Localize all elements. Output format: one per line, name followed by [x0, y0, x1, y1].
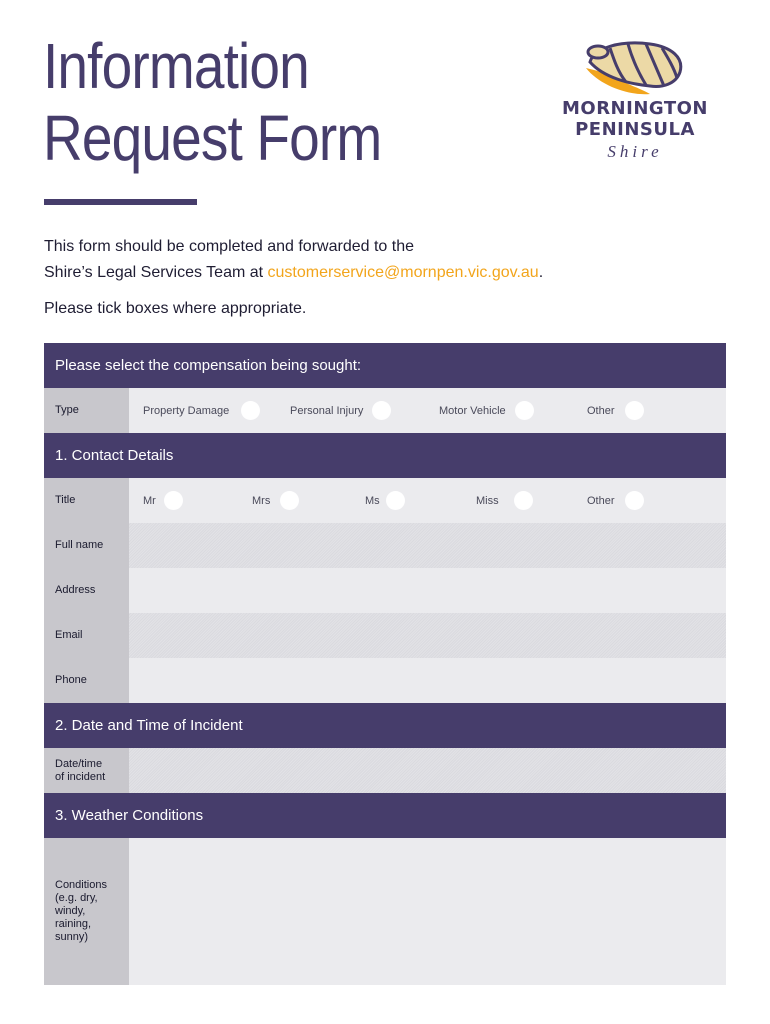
shire-logo: [540, 38, 730, 168]
title-label: Title: [44, 478, 129, 523]
logo-text-shire: Shire: [607, 142, 663, 161]
full-name-field[interactable]: [129, 523, 726, 568]
datetime-label-line-2: of incident: [55, 770, 106, 783]
email-link[interactable]: customerservice@mornpen.vic.gov.au: [267, 264, 539, 281]
page-title: [43, 30, 381, 174]
logo-text-mornington: MORNINGTON: [561, 98, 708, 119]
title-mr-checkbox[interactable]: [164, 491, 183, 510]
email-row: [44, 613, 726, 658]
logo-text-peninsula: PENINSULA: [575, 119, 695, 140]
title-other-checkbox[interactable]: [625, 491, 644, 510]
conditions-field[interactable]: [129, 838, 726, 985]
type-label: Type: [44, 388, 129, 433]
compensation-options: [129, 388, 726, 433]
datetime-row: [44, 748, 726, 793]
title-mr-label: Mr: [143, 494, 156, 507]
shell-icon: [580, 38, 690, 98]
option-property-damage-label: Property Damage: [143, 404, 230, 417]
datetime-label: [44, 748, 129, 793]
conditions-label-line-4: raining,: [55, 918, 92, 930]
conditions-label-line-3: windy,: [55, 905, 86, 917]
option-motor-vehicle-label: Motor Vehicle: [439, 404, 506, 417]
intro-text: [44, 234, 543, 286]
option-motor-vehicle-checkbox[interactable]: [515, 401, 534, 420]
address-row: [44, 568, 726, 613]
title-mrs-label: Mrs: [252, 494, 271, 507]
datetime-label-line-1: Date/time: [55, 757, 103, 770]
intro-line-2-prefix: Shire’s Legal Services Team at: [44, 264, 268, 281]
address-label: Address: [44, 568, 129, 613]
title-row: [44, 478, 726, 523]
conditions-row: [44, 838, 726, 985]
title-ms-checkbox[interactable]: [386, 491, 405, 510]
datetime-field[interactable]: [129, 748, 726, 793]
full-name-label: Full name: [44, 523, 129, 568]
title-mrs-checkbox[interactable]: [280, 491, 299, 510]
title-line-2: Request Form: [43, 102, 382, 174]
weather-heading: 3. Weather Conditions: [44, 793, 726, 838]
phone-row: [44, 658, 726, 703]
intro-line-1: This form should be completed and forwarded to the: [44, 238, 414, 255]
intro-line-2: [44, 260, 543, 286]
full-name-row: [44, 523, 726, 568]
title-other-label: Other: [587, 494, 615, 507]
phone-field[interactable]: [129, 658, 726, 703]
conditions-label: [44, 838, 129, 985]
title-ms-label: Ms: [365, 494, 380, 507]
option-other-checkbox[interactable]: [625, 401, 644, 420]
title-miss-checkbox[interactable]: [514, 491, 533, 510]
address-field[interactable]: [129, 568, 726, 613]
conditions-label-line-1: Conditions: [55, 879, 107, 891]
intro-line-2-suffix: .: [538, 264, 544, 281]
compensation-heading: Please select the compensation being sought:: [44, 343, 726, 388]
compensation-type-row: [44, 388, 726, 433]
tick-instruction: Please tick boxes where appropriate.: [44, 300, 307, 317]
title-miss-label: Miss: [476, 494, 499, 507]
option-property-damage-checkbox[interactable]: [241, 401, 260, 420]
phone-label: Phone: [44, 658, 129, 703]
conditions-label-line-5: sunny): [55, 931, 89, 943]
option-personal-injury-checkbox[interactable]: [372, 401, 391, 420]
contact-details-heading: 1. Contact Details: [44, 433, 726, 478]
email-label: Email: [44, 613, 129, 658]
incident-heading: 2. Date and Time of Incident: [44, 703, 726, 748]
email-field[interactable]: [129, 613, 726, 658]
option-personal-injury-label: Personal Injury: [290, 404, 364, 417]
conditions-label-line-2: (e.g. dry,: [55, 892, 98, 904]
request-form: [44, 343, 726, 985]
title-underline: [44, 199, 197, 205]
option-other-label: Other: [587, 404, 615, 417]
title-options: [129, 478, 726, 523]
title-line-1: Information: [43, 30, 309, 102]
